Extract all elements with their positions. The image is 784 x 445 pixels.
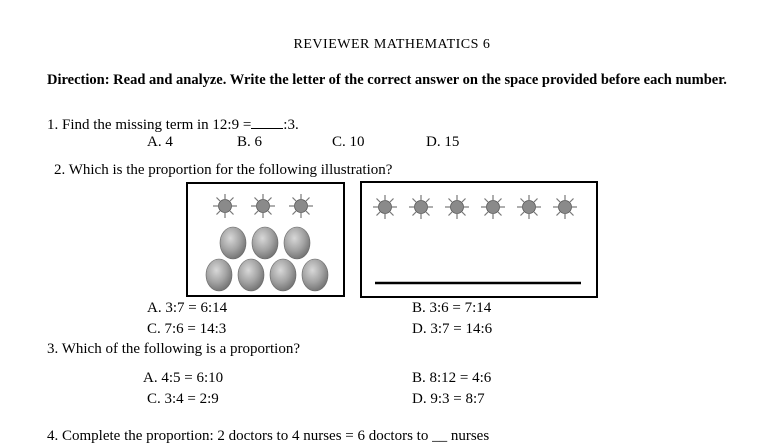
sun-icon bbox=[251, 194, 275, 218]
question-3-option-b: B. 8:12 = 4:6 bbox=[412, 370, 492, 386]
egg-icon bbox=[206, 259, 232, 291]
question-4-stem: 4. Complete the proportion: 2 doctors to 4 nurses = 6 doctors to __ nurses bbox=[47, 428, 490, 444]
direction-text: Direction: Read and analyze. Write the letter of the correct answer on the space provided before each number. bbox=[47, 72, 727, 88]
sun-icon bbox=[445, 195, 469, 219]
question-2-option-c: C. 7:6 = 14:3 bbox=[147, 321, 227, 337]
question-2-option-b: B. 3:6 = 7:14 bbox=[412, 300, 492, 316]
question-1-option-c: C. 10 bbox=[332, 134, 365, 150]
question-1-option-a: A. 4 bbox=[147, 134, 173, 150]
egg-icon bbox=[284, 227, 310, 259]
question-3-stem: 3. Which of the following is a proportion? bbox=[47, 341, 301, 357]
egg-icon bbox=[220, 227, 246, 259]
sun-icon bbox=[213, 194, 237, 218]
question-2-option-d: D. 3:7 = 14:6 bbox=[412, 321, 493, 337]
sun-icon bbox=[481, 195, 505, 219]
question-1-option-b: B. 6 bbox=[237, 134, 263, 150]
question-2-stem: 2. Which is the proportion for the following illustration? bbox=[54, 162, 393, 178]
question-1-option-d: D. 15 bbox=[426, 134, 460, 150]
sun-icon bbox=[289, 194, 313, 218]
question-1-stem-before: 1. Find the missing term in 12:9 = bbox=[47, 117, 252, 133]
question-2-option-a: A. 3:7 = 6:14 bbox=[147, 300, 228, 316]
sun-icon bbox=[409, 195, 433, 219]
question-3-option-c: C. 3:4 = 2:9 bbox=[147, 391, 219, 407]
egg-icon bbox=[270, 259, 296, 291]
question-3-option-d: D. 9:3 = 8:7 bbox=[412, 391, 485, 407]
page-title: REVIEWER MATHEMATICS 6 bbox=[293, 37, 491, 52]
sun-icon bbox=[373, 195, 397, 219]
egg-icon bbox=[238, 259, 264, 291]
sun-icon bbox=[553, 195, 577, 219]
question-3-option-a: A. 4:5 = 6:10 bbox=[143, 370, 224, 386]
egg-icon bbox=[302, 259, 328, 291]
sun-icon bbox=[517, 195, 541, 219]
egg-icon bbox=[252, 227, 278, 259]
question-1-stem-after: :3. bbox=[283, 117, 299, 133]
